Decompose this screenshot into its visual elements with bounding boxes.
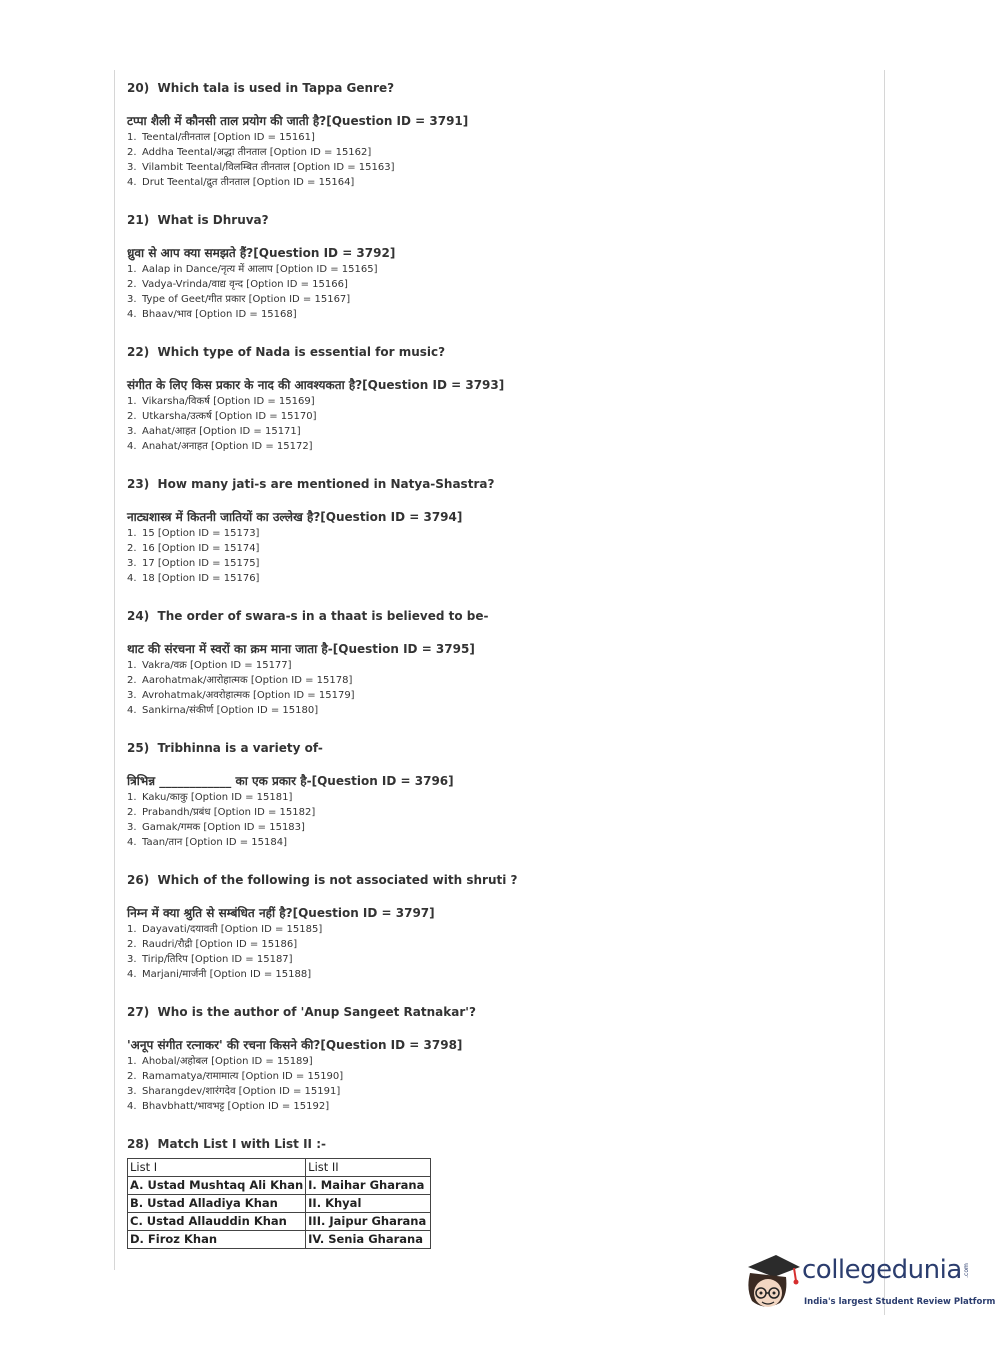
question-paper-content (127, 78, 867, 1249)
option-item (127, 1054, 867, 1069)
question-english (127, 738, 867, 758)
option-text: Sharangdev/शारंगदेव [Option ID = 15191] (142, 1086, 341, 1097)
option-list (127, 262, 867, 322)
option-number: 2. (127, 939, 137, 950)
table-cell: C. Ustad Allauddin Khan (128, 1213, 306, 1231)
option-number: 1. (127, 1056, 137, 1067)
question-hindi: थाट की संरचना में स्वरों का क्रम माना जाता है-[Question ID = 3795] (127, 642, 475, 656)
option-text: Vakra/वक्र [Option ID = 15177] (142, 660, 292, 671)
option-number: 2. (127, 147, 137, 158)
table-cell: A. Ustad Mushtaq Ali Khan (128, 1177, 306, 1195)
question-text: Who is the author of 'Anup Sangeet Ratnakar'? (157, 1005, 476, 1019)
option-number: 4. (127, 441, 137, 452)
option-item (127, 703, 867, 718)
option-item (127, 175, 867, 190)
option-text: Dayavati/दयावती [Option ID = 15185] (142, 924, 323, 935)
option-text: 17 [Option ID = 15175] (142, 558, 260, 569)
question-block (127, 474, 867, 586)
option-number: 1. (127, 396, 137, 407)
option-text: Vikarsha/विकर्ष [Option ID = 15169] (142, 396, 315, 407)
question-english (127, 210, 867, 230)
option-text: Bhavbhatt/भावभट्ट [Option ID = 15192] (142, 1101, 330, 1112)
option-number: 4. (127, 177, 137, 188)
question-english (127, 606, 867, 626)
option-number: 3. (127, 294, 137, 305)
question-block (127, 78, 867, 190)
option-number: 1. (127, 792, 137, 803)
column-header-list-1: List I (128, 1159, 306, 1177)
question-hindi: 'अनूप संगीत रत्नाकर' की रचना किसने की?[Question ID = 3798] (127, 1038, 463, 1052)
question-number: 25) (127, 741, 150, 755)
question-hindi: ध्रुवा से आप क्या समझते हैं?[Question ID = 3792] (127, 246, 396, 260)
option-text: Bhaav/भाव [Option ID = 15168] (142, 309, 297, 320)
option-item (127, 292, 867, 307)
question-english (127, 870, 867, 890)
right-margin-line (884, 70, 885, 1315)
option-text: Addha Teental/अद्धा तीनताल [Option ID = 15162] (142, 147, 372, 158)
option-item (127, 526, 867, 541)
option-text: Gamak/गमक [Option ID = 15183] (142, 822, 305, 833)
option-item (127, 967, 867, 982)
option-number: 1. (127, 528, 137, 539)
option-number: 1. (127, 660, 137, 671)
option-text: Raudri/रौद्री [Option ID = 15186] (142, 939, 298, 950)
question-block (127, 870, 867, 982)
option-number: 4. (127, 1101, 137, 1112)
option-item (127, 790, 867, 805)
question-hindi: निम्न में क्या श्रुति से सम्बंधित नहीं है?[Question ID = 3797] (127, 906, 435, 920)
option-item (127, 160, 867, 175)
option-item (127, 145, 867, 160)
option-text: Aalap in Dance/नृत्य में आलाप [Option ID = 15165] (142, 264, 378, 275)
question-list (127, 78, 867, 1114)
option-item (127, 673, 867, 688)
option-item (127, 688, 867, 703)
option-number: 1. (127, 264, 137, 275)
option-number: 4. (127, 309, 137, 320)
question-text: How many jati-s are mentioned in Natya-Shastra? (157, 477, 495, 491)
option-item (127, 937, 867, 952)
option-item (127, 820, 867, 835)
option-item (127, 307, 867, 322)
option-text: Drut Teental/द्रुत तीनताल [Option ID = 15164] (142, 177, 355, 188)
column-header-list-2: List II (306, 1159, 431, 1177)
question-number: 20) (127, 81, 150, 95)
option-item (127, 1084, 867, 1099)
option-text: Teental/तीनताल [Option ID = 15161] (142, 132, 315, 143)
option-text: 15 [Option ID = 15173] (142, 528, 260, 539)
question-number: 22) (127, 345, 150, 359)
option-item (127, 1099, 867, 1114)
table-row (128, 1213, 431, 1231)
option-item (127, 658, 867, 673)
option-text: Vilambit Teental/विलम्बित तीनताल [Option ID = 15163] (142, 162, 395, 173)
option-list (127, 922, 867, 982)
option-number: 3. (127, 558, 137, 569)
option-number: 3. (127, 822, 137, 833)
brand-suffix: .com (962, 1263, 970, 1278)
question-text: Which type of Nada is essential for music? (157, 345, 446, 359)
question-28 (127, 1134, 867, 1249)
option-list (127, 790, 867, 850)
option-number: 2. (127, 807, 137, 818)
option-item (127, 571, 867, 586)
option-item (127, 394, 867, 409)
mascot-icon (742, 1251, 802, 1313)
table-row (128, 1231, 431, 1249)
question-number: 24) (127, 609, 150, 623)
option-item (127, 952, 867, 967)
option-text: 18 [Option ID = 15176] (142, 573, 260, 584)
option-number: 4. (127, 969, 137, 980)
option-text: Ahobal/अहोबल [Option ID = 15189] (142, 1056, 313, 1067)
option-item (127, 262, 867, 277)
table-cell: D. Firoz Khan (128, 1231, 306, 1249)
option-number: 3. (127, 426, 137, 437)
table-cell: II. Khyal (306, 1195, 431, 1213)
table-cell: III. Jaipur Gharana (306, 1213, 431, 1231)
match-table (127, 1158, 431, 1249)
table-row (128, 1195, 431, 1213)
option-text: Avrohatmak/अवरोहात्मक [Option ID = 15179] (142, 690, 355, 701)
option-list (127, 1054, 867, 1114)
question-hindi: त्रिभिन्न ____________ का एक प्रकार है-[Question ID = 3796] (127, 774, 454, 788)
question-english (127, 1002, 867, 1022)
option-text: Marjani/मार्जनी [Option ID = 15188] (142, 969, 312, 980)
option-text: 16 [Option ID = 15174] (142, 543, 260, 554)
brand-name: collegedunia (802, 1255, 962, 1285)
question-hindi: टप्पा शैली में कौनसी ताल प्रयोग की जाती है?[Question ID = 3791] (127, 114, 469, 128)
option-item (127, 277, 867, 292)
option-item (127, 805, 867, 820)
option-item (127, 424, 867, 439)
option-item (127, 835, 867, 850)
question-block (127, 210, 867, 322)
option-number: 2. (127, 279, 137, 290)
option-number: 3. (127, 690, 137, 701)
option-item (127, 439, 867, 454)
question-28-english: 28) Match List I with List II :- (127, 1137, 326, 1151)
option-text: Kaku/काकु [Option ID = 15181] (142, 792, 293, 803)
option-number: 3. (127, 162, 137, 173)
option-text: Ramamatya/रामामात्य [Option ID = 15190] (142, 1071, 344, 1082)
option-number: 3. (127, 954, 137, 965)
option-item (127, 541, 867, 556)
table-cell: IV. Senia Gharana (306, 1231, 431, 1249)
option-text: Anahat/अनाहत [Option ID = 15172] (142, 441, 313, 452)
collegedunia-logo[interactable] (742, 1247, 996, 1317)
option-number: 1. (127, 132, 137, 143)
option-text: Prabandh/प्रबंध [Option ID = 15182] (142, 807, 316, 818)
question-number: 26) (127, 873, 150, 887)
option-number: 4. (127, 705, 137, 716)
question-number: 27) (127, 1005, 150, 1019)
question-block (127, 342, 867, 454)
question-english (127, 342, 867, 362)
option-number: 2. (127, 411, 137, 422)
option-number: 4. (127, 837, 137, 848)
option-text: Type of Geet/गीत प्रकार [Option ID = 15167] (142, 294, 351, 305)
table-row (128, 1177, 431, 1195)
option-number: 2. (127, 675, 137, 686)
brand-tagline: India's largest Student Review Platform (804, 1297, 996, 1307)
question-hindi: नाट्यशास्त्र में कितनी जातियों का उल्लेख है?[Question ID = 3794] (127, 510, 463, 524)
question-text: Tribhinna is a variety of- (157, 741, 323, 755)
option-item (127, 409, 867, 424)
option-item (127, 556, 867, 571)
question-text: What is Dhruva? (157, 213, 269, 227)
question-hindi: संगीत के लिए किस प्रकार के नाद की आवश्यकता है?[Question ID = 3793] (127, 378, 505, 392)
question-block (127, 606, 867, 718)
option-text: Tirip/तिरिप [Option ID = 15187] (142, 954, 293, 965)
left-margin-line (114, 70, 115, 1270)
option-text: Utkarsha/उत्कर्ष [Option ID = 15170] (142, 411, 317, 422)
table-cell: B. Ustad Alladiya Khan (128, 1195, 306, 1213)
option-number: 1. (127, 924, 137, 935)
table-cell: I. Maihar Gharana (306, 1177, 431, 1195)
option-text: Vadya-Vrinda/वाद्य वृन्द [Option ID = 15166] (142, 279, 348, 290)
option-number: 4. (127, 573, 137, 584)
question-number: 23) (127, 477, 150, 491)
question-english (127, 474, 867, 494)
option-text: Aahat/आहत [Option ID = 15171] (142, 426, 301, 437)
option-list (127, 658, 867, 718)
option-text: Taan/तान [Option ID = 15184] (142, 837, 287, 848)
question-text: Which of the following is not associated with shruti ? (157, 873, 518, 887)
option-item (127, 1069, 867, 1084)
question-english (127, 78, 867, 98)
question-text: Which tala is used in Tappa Genre? (157, 81, 395, 95)
option-list (127, 394, 867, 454)
question-text: The order of swara-s in a thaat is believed to be- (157, 609, 489, 623)
question-number: 21) (127, 213, 150, 227)
option-number: 3. (127, 1086, 137, 1097)
option-item (127, 130, 867, 145)
option-item (127, 922, 867, 937)
match-table-header (128, 1159, 431, 1177)
option-list (127, 130, 867, 190)
option-number: 2. (127, 1071, 137, 1082)
option-number: 2. (127, 543, 137, 554)
question-block (127, 738, 867, 850)
option-text: Aarohatmak/आरोहात्मक [Option ID = 15178] (142, 675, 353, 686)
option-list (127, 526, 867, 586)
option-text: Sankirna/संकीर्ण [Option ID = 15180] (142, 705, 319, 716)
question-block (127, 1002, 867, 1114)
